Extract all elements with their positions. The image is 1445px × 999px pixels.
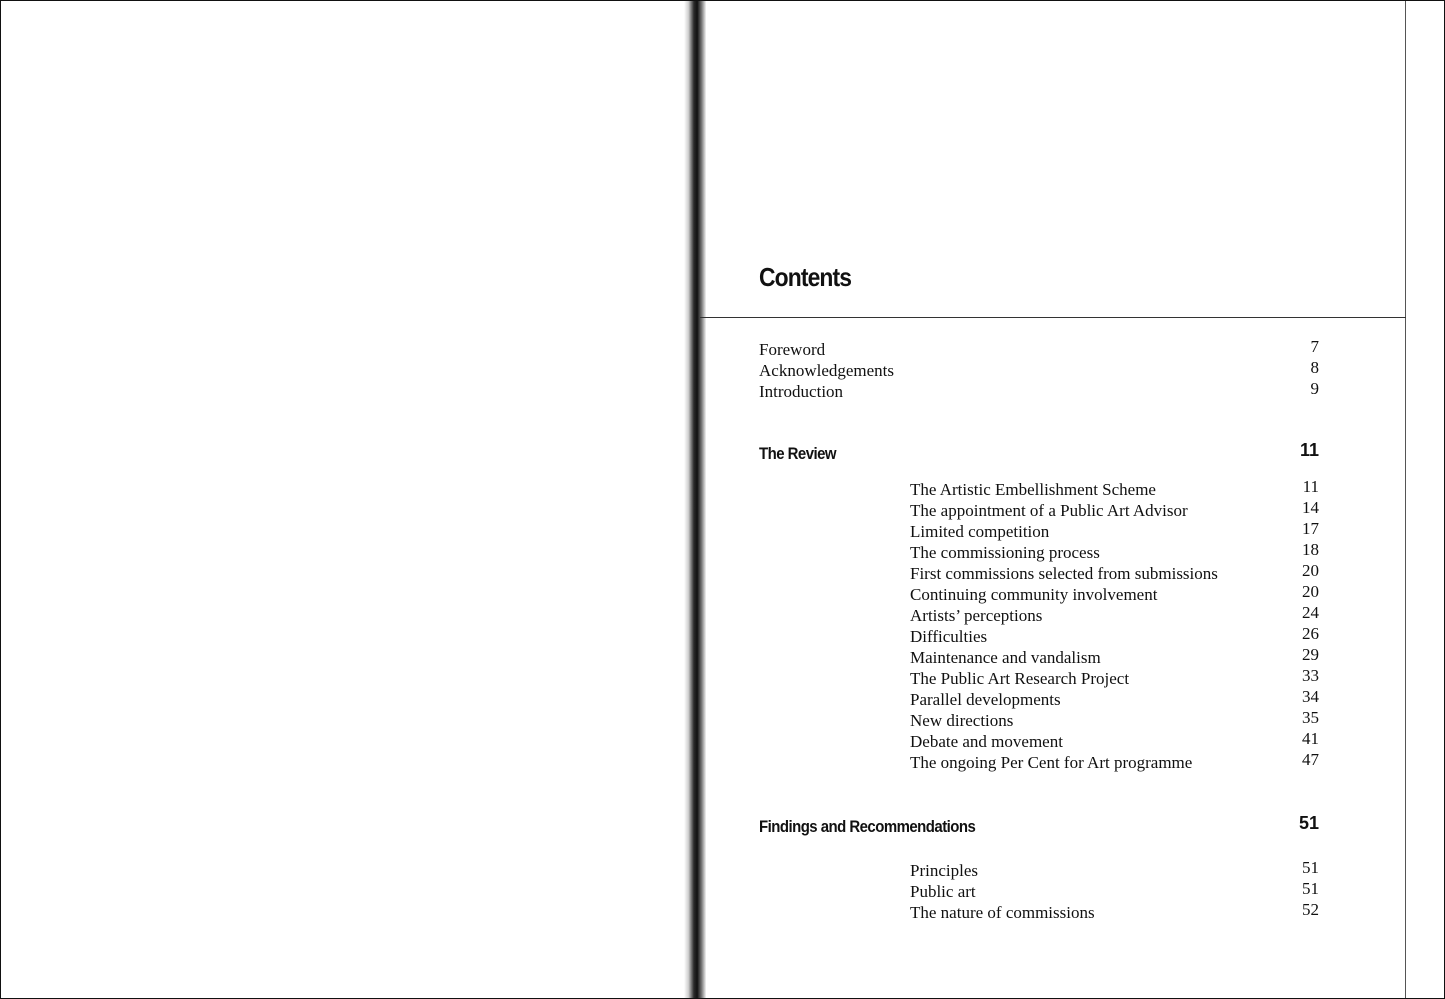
toc-entry-page: 7 xyxy=(1310,337,1319,356)
heading-rule xyxy=(700,317,1406,318)
toc-entry xyxy=(0,879,1445,903)
toc-section-title: The Review xyxy=(759,444,837,463)
toc-entry-title: Continuing community involvement xyxy=(910,585,1158,604)
toc-entry-title: The commissioning process xyxy=(910,543,1100,562)
toc-entry xyxy=(0,708,1445,732)
toc-entry-page: 8 xyxy=(1310,358,1319,377)
toc-entry-title: Principles xyxy=(910,861,978,880)
toc-entry xyxy=(0,519,1445,543)
toc-entry-title: The appointment of a Public Art Advisor xyxy=(910,501,1188,520)
toc-entry-title: The nature of commissions xyxy=(910,903,1095,922)
toc-entry-title: Maintenance and vandalism xyxy=(910,648,1101,667)
toc-entry-page: 14 xyxy=(1302,498,1319,517)
toc-entry xyxy=(0,358,1445,382)
toc-entry xyxy=(0,858,1445,882)
toc-entry-title: The ongoing Per Cent for Art programme xyxy=(910,753,1193,772)
toc-entry xyxy=(0,561,1445,585)
toc-entry-title: The Public Art Research Project xyxy=(910,669,1130,688)
toc-entry-title: Limited competition xyxy=(910,522,1050,541)
toc-section xyxy=(0,813,1445,838)
toc-entry xyxy=(0,645,1445,669)
toc-entry xyxy=(0,729,1445,753)
toc-entry-title: Difficulties xyxy=(910,627,988,646)
toc-entry xyxy=(0,477,1445,501)
toc-entry-page: 51 xyxy=(1302,879,1319,898)
toc-entry-title: Debate and movement xyxy=(910,732,1063,751)
toc-entry-page: 9 xyxy=(1310,379,1319,398)
toc-entry xyxy=(0,603,1445,627)
toc-entry-page: 11 xyxy=(1302,477,1319,496)
toc-entry-page: 51 xyxy=(1302,858,1319,877)
toc-section-page: 51 xyxy=(1298,813,1319,833)
toc-entry-title: Artists’ perceptions xyxy=(910,606,1043,625)
toc-entry-title: Foreword xyxy=(759,340,826,359)
toc-entry xyxy=(0,900,1445,924)
toc-entry xyxy=(0,666,1445,690)
toc-entry-page: 35 xyxy=(1302,708,1319,727)
contents-heading: Contents xyxy=(759,262,852,292)
toc-entry-page: 41 xyxy=(1302,729,1319,748)
toc-entry-title: The Artistic Embellishment Scheme xyxy=(910,480,1156,499)
toc-section-page: 11 xyxy=(1299,440,1319,460)
toc-entry-page: 20 xyxy=(1302,582,1319,601)
toc-entry-page: 29 xyxy=(1302,645,1319,664)
toc-entry xyxy=(0,540,1445,564)
toc-entry xyxy=(0,379,1445,403)
toc-entry-page: 52 xyxy=(1302,900,1319,919)
toc-entry xyxy=(0,750,1445,774)
toc-entry-title: New directions xyxy=(910,711,1014,730)
toc-entry-page: 17 xyxy=(1302,519,1319,538)
toc-entry-page: 20 xyxy=(1302,561,1319,580)
toc-entry-title: Public art xyxy=(910,882,976,901)
toc-entry-page: 33 xyxy=(1302,666,1319,685)
toc-entry xyxy=(0,498,1445,522)
toc-entry-title: Acknowledgements xyxy=(759,361,895,380)
toc-entry-title: Parallel developments xyxy=(910,690,1061,709)
toc-entry xyxy=(0,582,1445,606)
toc-entry-title: Introduction xyxy=(759,382,844,401)
toc-entry-title: First commissions selected from submissions xyxy=(910,564,1218,583)
toc-entry-page: 24 xyxy=(1302,603,1319,622)
toc-section-title: Findings and Recommendations xyxy=(759,817,976,836)
toc-entry-page: 34 xyxy=(1302,687,1319,706)
toc-entry xyxy=(0,624,1445,648)
toc-entry-page: 26 xyxy=(1302,624,1319,643)
toc-entry-page: 18 xyxy=(1302,540,1319,559)
toc-entry xyxy=(0,337,1445,361)
toc-entry-page: 47 xyxy=(1302,750,1319,769)
toc-entry xyxy=(0,687,1445,711)
toc-section xyxy=(0,440,1445,465)
